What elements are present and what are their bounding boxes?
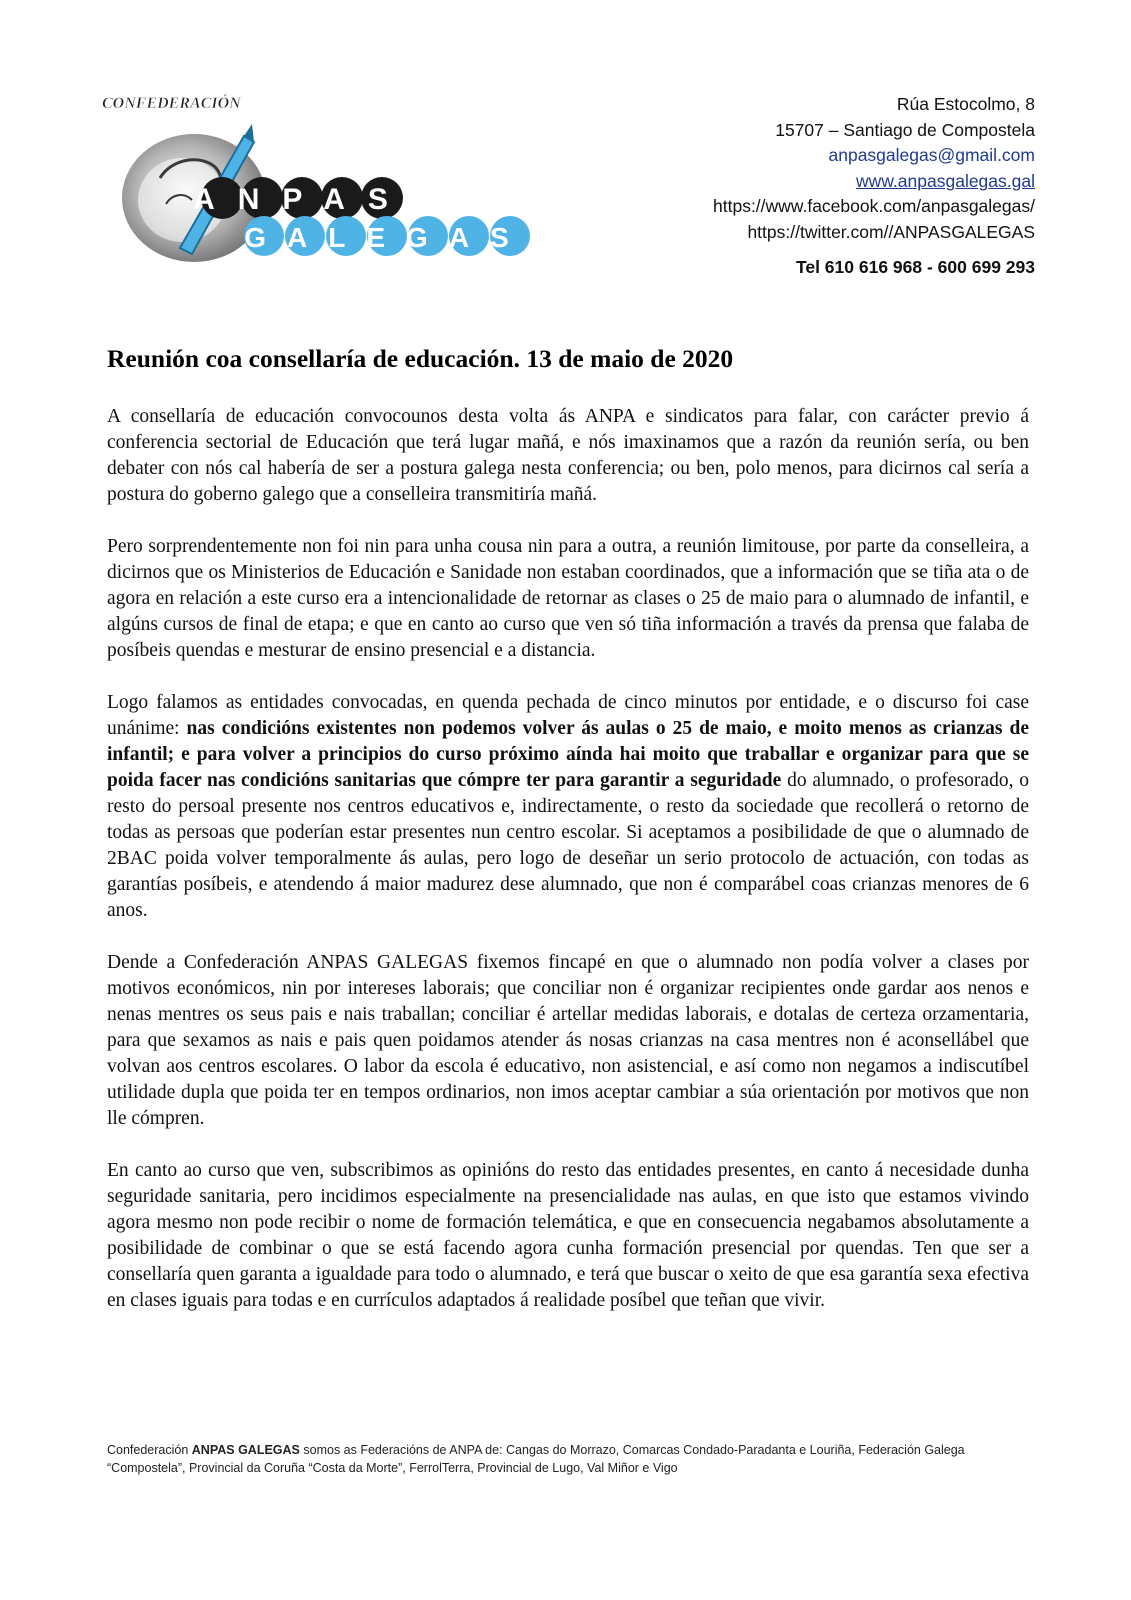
paragraph-2: Pero sorprendentemente non foi nin para unha cousa nin para a outra, a reunión limitouse, por parte da conselleira, a dicirnos que os Ministerios de Educación e Sanidade non estaban coordinados, que a información que se tiña ata o de agora en relación a este curso era a intencionalidade de retornar as clases o 25 de maio para o alumnado de infantil, e algúns cursos de final de etapa; e que en canto ao curso que ven só tiña información a través da prensa que falaba de posíbeis quendas e mesturar de ensino presencial e a distancia. bbox=[107, 536, 1029, 661]
twitter-link[interactable]: https://twitter.com//ANPASGALEGAS bbox=[747, 221, 1035, 242]
logo-arc-text: CONFEDERACIÓN bbox=[102, 95, 241, 112]
address-line: Rúa Estocolmo, 8 bbox=[896, 94, 1035, 114]
footer-prefix: Confederación bbox=[107, 1443, 192, 1457]
paragraph-1: A consellaría de educación convocounos desta volta ás ANPA e sindicatos para falar, con carácter previo á conferencia sectorial de Educación que terá lugar mañá, e nós imaxinamos que a razón da reunión sería, ou ben debater con nós cal habería de ser a postura galega nesta conferencia; ou ben, polo menos, para dicirnos cal sería a postura do goberno galego que a conselleira transmitiría mañá. bbox=[107, 406, 1029, 505]
logo-anpas-circles bbox=[193, 177, 411, 219]
anpas-galegas-logo bbox=[102, 95, 562, 268]
document-body bbox=[107, 404, 1029, 1340]
paragraph-3-intro: Logo falamos as entidades convocadas, en quenda pechada de cinco minutos por entidade, e o discurso foi case unánime: bbox=[107, 692, 1029, 739]
facebook-link[interactable]: https://www.facebook.com/anpasgalegas/ bbox=[713, 196, 1035, 216]
document-title: Reunión coa consellaría de educación. 13 de maio de 2020 bbox=[107, 344, 734, 373]
footer-org: ANPAS GALEGAS bbox=[191, 1443, 300, 1457]
city-line: 15707 – Santiago de Compostela bbox=[775, 119, 1035, 140]
paragraph-5: En canto ao curso que ven, subscribimos as opinións do resto das entidades presentes, en canto á necesidade dunha seguridade sanitaria, pero incidimos especialmente na presencialidade nas aulas, en que isto que estamos vivindo agora mesmo non pode recibir o nome de formación telemática, e que en consecuencia negabamos absolutamente a posibilidade de combinar o que se está facendo agora cunha formación presencial por quendas. Ten que ser a consellaría quen garanta a igualdade para todo o alumnado, e terá que buscar o xeito de que esa garantía sexa efectiva en clases iguais para todas e en currículos adaptados á realidade posíbel que teñan que vivir. bbox=[107, 1160, 1029, 1311]
paragraph-3-rest: do alumnado, o profesorado, o resto do persoal presente nos centros educativos e, indirectamente, o resto da sociedade que recollerá o retorno de todas as persoas que poderían estar presentes nun centro escolar. Si aceptamos a posibilidade de que o alumnado de 2BAC poida volver temporalmente ás aulas, pero logo de deseñar un serio protocolo de actuación, con todas as garantías posíbeis, e atendendo á maior madurez dese alumnado, que non é comparábel coas crianzas menores de 6 anos. bbox=[107, 770, 1029, 921]
footer-text: somos as Federacións de ANPA de: Cangas do Morrazo, Comarcas Condado-Paradanta e Louriña, Federación Galega “Compostela”, Provincial da Coruña “Costa da Morte”, FerrolTerra, Provincial de Lugo, Val Miñor e Vigo bbox=[107, 1443, 965, 1475]
logo-galegas-circles bbox=[244, 216, 530, 256]
logo-galegas-text: GALEGAS bbox=[244, 222, 530, 253]
paragraph-3-bold: nas condicións existentes non podemos volver ás aulas o 25 de maio, e moito menos as crianzas de infantil; e para volver a principios do curso próximo aínda hai moito que traballar e organizar para que se poida facer nas condicións sanitarias que cómpre ter para garantir a seguridade bbox=[107, 718, 1029, 791]
paragraph-3 bbox=[107, 690, 1029, 924]
contact-block bbox=[713, 92, 1035, 281]
logo-anpas-text: ANPAS bbox=[193, 183, 411, 216]
website-link[interactable]: www.anpasgalegas.gal bbox=[855, 170, 1035, 191]
phone-line: Tel 610 616 968 - 600 699 293 bbox=[795, 257, 1035, 277]
email-link[interactable]: anpasgalegas@gmail.com bbox=[828, 145, 1035, 165]
footer-note bbox=[107, 1441, 1037, 1477]
paragraph-4: Dende a Confederación ANPAS GALEGAS fixemos fincapé en que o alumnado non podía volver a clases por motivos económicos, nin por intereses laborais; que conciliar non é organizar recipientes onde gardar aos nenos e nenas mentres os seus pais e nais traballan; conciliar é artellar medidas laborais, e dotalas de certeza orzamentaria, para que sexamos as nais e pais quen poidamos atender ás nosas crianzas na casa mentres non é aconsellábel que volvan aos centros escolares. O labor da escola é educativo, non asistencial, e así como non negamos a indiscutíbel utilidade dupla que poida ter en tempos ordinarios, non imos aceptar cambiar a súa orientación por motivos que non lle cómpren. bbox=[107, 952, 1029, 1129]
